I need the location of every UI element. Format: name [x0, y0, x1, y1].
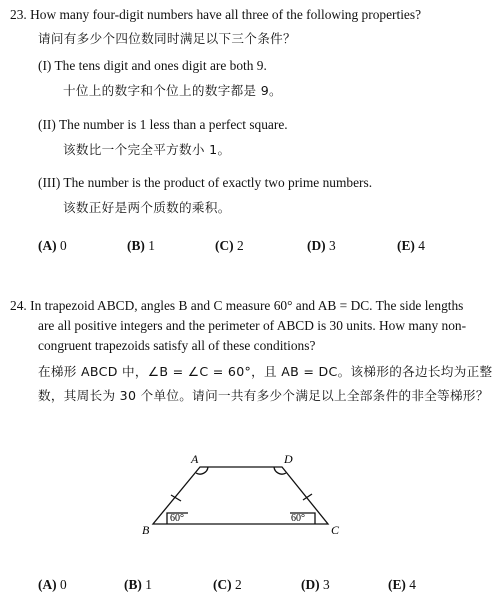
- choice-value: 1: [148, 238, 155, 253]
- vertex-label-c: C: [331, 523, 340, 537]
- q24-choice-a[interactable]: [38, 577, 67, 593]
- choice-label: (C): [215, 238, 234, 253]
- choice-value: 4: [418, 238, 425, 253]
- q24-stem-zh-line-2: 数，其周长为 30 个单位。请问一共有多少个满足以上全部条件的非全等梯形？: [38, 388, 489, 403]
- q24-choice-d[interactable]: [301, 577, 330, 593]
- q23-prop-1-en: (I) The tens digit and ones digit are both 9.: [38, 58, 267, 73]
- q24-stem-en-line-3: congruent trapezoids satisfy all of these conditions?: [38, 338, 316, 353]
- q24-stem-en-line-2: are all positive integers and the perimeter of ABCD is 30 units. How many non-: [38, 318, 467, 333]
- choice-label: (A): [38, 238, 57, 253]
- q24-number: 24.: [10, 298, 27, 313]
- angle-label-c: 60°: [291, 513, 305, 524]
- choice-value: 0: [59, 577, 67, 592]
- choice-value: 0: [59, 238, 67, 253]
- q23-prop-1-zh: 十位上的数字和个位上的数字都是 9。: [63, 83, 282, 98]
- choice-label: (E): [388, 577, 406, 592]
- choice-value: 4: [409, 577, 416, 592]
- q23-prop-3-en: (III) The number is the product of exactly two prime numbers.: [38, 175, 373, 190]
- q24-choice-b[interactable]: [124, 577, 152, 593]
- choice-value: 3: [322, 577, 330, 592]
- choice-label: (D): [307, 238, 326, 253]
- choice-label: (B): [127, 238, 145, 253]
- choice-label: (C): [213, 577, 232, 592]
- q23-stem-text: How many four-digit numbers have all three of the following properties?: [30, 7, 422, 22]
- vertex-label-a: A: [191, 452, 199, 466]
- q23-stem-zh: 请问有多少个四位数同时满足以下三个条件？: [38, 31, 296, 46]
- q24-stem-text-1: In trapezoid ABCD, angles B and C measure 60° and AB = DC. The side lengths: [30, 298, 464, 313]
- q23-prop-2-zh: 该数比一个完全平方数小 1。: [63, 142, 231, 157]
- q23-prop-3-zh: 该数正好是两个质数的乘积。: [63, 200, 231, 215]
- choice-value: 1: [145, 577, 152, 592]
- q24-choice-c[interactable]: [213, 577, 242, 593]
- q23-number: 23.: [10, 7, 27, 22]
- q23-prop-2-en: (II) The number is 1 less than a perfect square.: [38, 117, 288, 132]
- choice-value: 3: [328, 238, 336, 253]
- vertex-label-d: D: [284, 452, 293, 466]
- choice-value: 2: [236, 238, 244, 253]
- choice-label: (D): [301, 577, 320, 592]
- q24-stem-zh-line-1: 在梯形 ABCD 中，∠B = ∠C = 60°，且 AB = DC。该梯形的各边长均为正整: [38, 364, 493, 379]
- angle-label-b: 60°: [170, 513, 184, 524]
- choice-label: (A): [38, 577, 57, 592]
- vertex-label-b: B: [142, 523, 150, 537]
- choice-label: (E): [397, 238, 415, 253]
- choice-value: 2: [234, 577, 242, 592]
- q24-choice-e[interactable]: [388, 577, 416, 593]
- choice-label: (B): [124, 577, 142, 592]
